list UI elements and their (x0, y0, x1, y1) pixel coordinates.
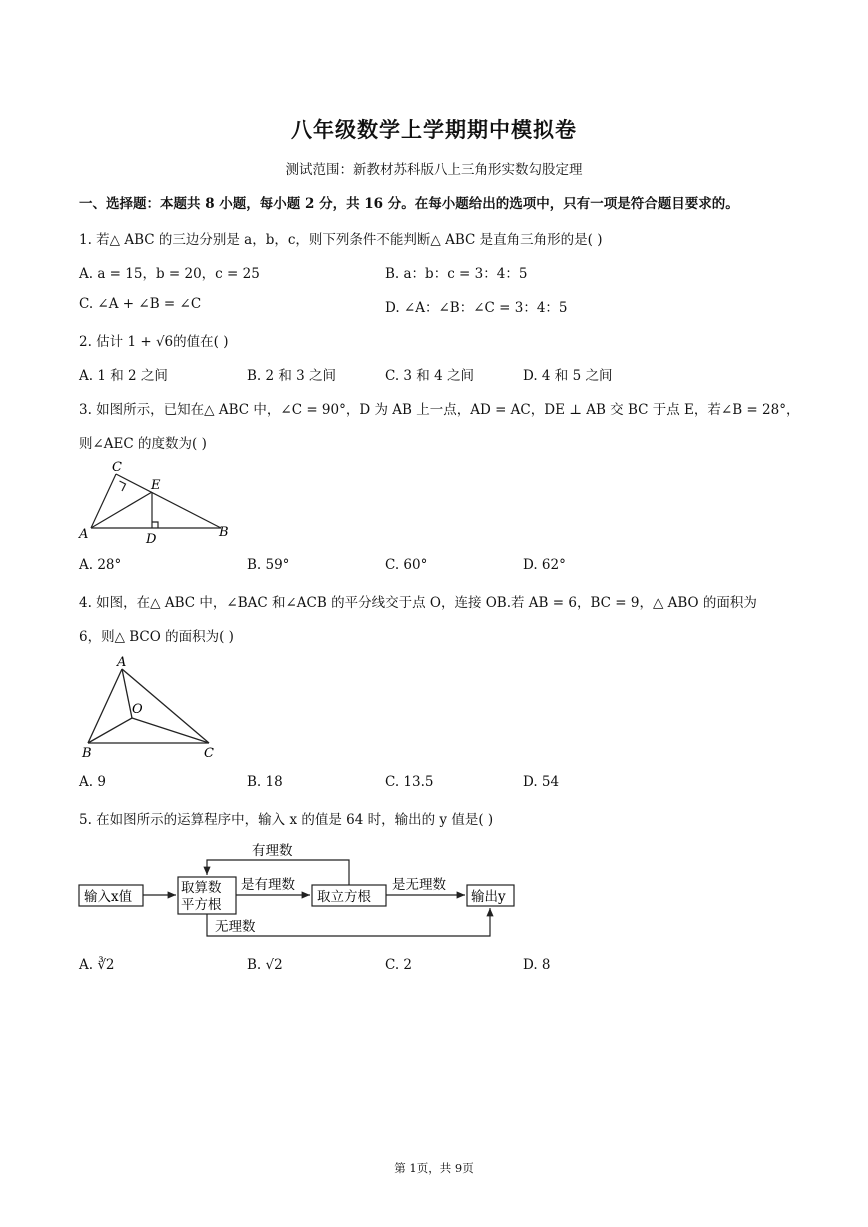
question-3-stem-line-1: 3. 如图所示，已知在△ ABC 中，∠C = 90°，D 为 AB 上一点，AD = AC，DE ⊥ AB 交 BC 于点 E，若∠B = 28°， (79, 402, 800, 418)
question-2-option-c: C. 3 和 4 之间 (385, 368, 474, 384)
question-4-option-c: C. 13.5 (385, 774, 434, 790)
question-1-option-b: B. a：b：c = 3：4：5 (385, 266, 528, 282)
question-2-stem: 2. 估计 1 + √6的值在( ) (79, 334, 229, 350)
question-4-option-d: D. 54 (523, 774, 560, 790)
figure-label-o: O (132, 702, 143, 717)
page-footer: 第 1页，共 9页 (394, 1161, 474, 1175)
figure-label-d: D (146, 532, 157, 547)
question-2-option-a: A. 1 和 2 之间 (79, 368, 168, 384)
page-title: 八年级数学上学期期中模拟卷 (291, 117, 577, 142)
flow-sqrt-label-1: 取算数 (181, 880, 222, 896)
question-3-option-d: D. 62° (523, 557, 566, 573)
page-subtitle: 测试范围：新教材苏科版八上三角形实数勾股定理 (285, 162, 583, 178)
flow-label-bottom: 无理数 (215, 919, 256, 935)
question-3-option-c: C. 60° (385, 557, 428, 573)
question-4-option-a: A. 9 (79, 774, 106, 790)
figure-label-a: A (117, 655, 127, 670)
question-2-option-b: B. 2 和 3 之间 (247, 368, 337, 384)
segment-bo (88, 718, 132, 743)
flow-output-label: 输出y (471, 889, 506, 905)
question-1-option-a: A. a = 15，b = 20，c = 25 (79, 266, 260, 282)
flow-label-irrational: 是无理数 (392, 877, 446, 893)
section-header: 一、选择题：本题共 8 小题，每小题 2 分，共 16 分。在每小题给出的选项中，只有一项是符合题目要求的。 (79, 196, 739, 212)
question-2-option-d: D. 4 和 5 之间 (523, 368, 613, 384)
question-3-option-a: A. 28° (79, 557, 122, 573)
question-5-flowchart (76, 836, 526, 946)
segment-co (132, 718, 209, 743)
question-1-stem: 1. 若△ ABC 的三边分别是 a，b，c，则下列条件不能判断△ ABC 是直角三角形的是( ) (79, 232, 603, 248)
flow-input-label: 输入x值 (84, 889, 133, 905)
segment-cb (116, 474, 221, 528)
figure-label-c: C (112, 460, 122, 475)
question-1-option-d: D. ∠A：∠B：∠C = 3：4：5 (385, 300, 568, 316)
flow-cbrt-label: 取立方根 (317, 889, 371, 905)
segment-ac (91, 474, 116, 528)
question-4-figure (76, 652, 226, 764)
question-3-stem-line-2: 则∠AEC 的度数为( ) (79, 436, 207, 452)
figure-label-e: E (151, 478, 161, 493)
question-5-option-c: C. 2 (385, 957, 413, 973)
question-1-option-c: C. ∠A + ∠B = ∠C (79, 296, 202, 312)
figure-label-c: C (204, 746, 214, 761)
question-4-option-b: B. 18 (247, 774, 283, 790)
question-5-option-b: B. √2 (247, 957, 283, 973)
question-5-stem: 5. 在如图所示的运算程序中，输入 x 的值是 64 时，输出的 y 值是( ) (79, 812, 494, 828)
right-angle-mark-c (120, 481, 126, 491)
figure-label-b: B (219, 525, 229, 540)
segment-ab (88, 669, 122, 743)
question-4-stem-line-2: 6，则△ BCO 的面积为( ) (79, 629, 234, 645)
right-angle-mark-d (152, 522, 158, 528)
flow-sqrt-label-2: 平方根 (181, 897, 222, 913)
flow-label-rational: 是有理数 (241, 877, 295, 893)
question-5-option-d: D. 8 (523, 957, 551, 973)
question-5-option-a: A. ∛2 (79, 957, 115, 973)
segment-ae (91, 492, 152, 528)
figure-label-a: A (79, 527, 89, 542)
flow-label-loop: 有理数 (252, 843, 293, 859)
figure-label-b: B (82, 746, 92, 761)
question-4-stem-line-1: 4. 如图，在△ ABC 中，∠BAC 和∠ACB 的平分线交于点 O，连接 OB.若 AB = 6，BC = 9，△ ABO 的面积为 (79, 595, 757, 611)
question-3-figure (76, 458, 236, 548)
question-3-option-b: B. 59° (247, 557, 290, 573)
